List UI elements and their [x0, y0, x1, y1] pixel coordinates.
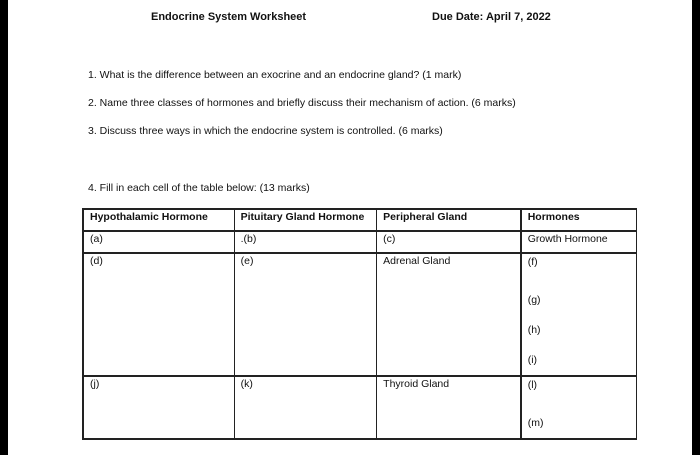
cell-growth-hormone: Growth Hormone: [521, 231, 637, 253]
cell-hormones-f-to-i: [521, 253, 637, 376]
table-row: [83, 376, 637, 439]
cell-hormones-l-m: [521, 376, 637, 439]
cell-e: (e): [234, 253, 377, 376]
question-1: 1. What is the difference between an exocrine and an endocrine gland? (1 mark): [88, 69, 462, 81]
header-peripheral-gland: Peripheral Gland: [377, 209, 521, 231]
cell-a: (a): [83, 231, 234, 253]
cell-j: (j): [83, 376, 234, 439]
cell-b: .(b): [234, 231, 377, 253]
question-2: 2. Name three classes of hormones and briefly discuss their mechanism of action. (6 marks): [88, 97, 516, 109]
item-i: (i): [527, 354, 538, 366]
item-h: (h): [527, 324, 541, 336]
table-header-row: [83, 209, 637, 231]
worksheet-title: Endocrine System Worksheet: [151, 11, 307, 23]
table-row: [83, 231, 637, 253]
header-hypothalamic-hormone: Hypothalamic Hormone: [83, 209, 234, 231]
hormone-table: [82, 208, 637, 440]
cell-adrenal-gland: Adrenal Gland: [377, 253, 521, 376]
question-4: 4. Fill in each cell of the table below: (13 marks): [88, 182, 310, 194]
item-l: (l): [527, 379, 538, 391]
question-3: 3. Discuss three ways in which the endocrine system is controlled. (6 marks): [88, 125, 443, 137]
cell-k: (k): [234, 376, 377, 439]
header-hormones: Hormones: [521, 209, 637, 231]
item-g: (g): [527, 294, 541, 306]
cell-thyroid-gland: Thyroid Gland: [377, 376, 521, 439]
table-row: [83, 253, 637, 376]
item-f: (f): [527, 256, 538, 268]
due-date: Due Date: April 7, 2022: [432, 11, 551, 23]
cell-d: (d): [83, 253, 234, 376]
left-black-border: [0, 0, 8, 455]
right-black-border: [692, 0, 700, 455]
cell-c: (c): [377, 231, 521, 253]
header-pituitary-gland-hormone: Pituitary Gland Hormone: [234, 209, 377, 231]
item-m: (m): [527, 417, 544, 429]
